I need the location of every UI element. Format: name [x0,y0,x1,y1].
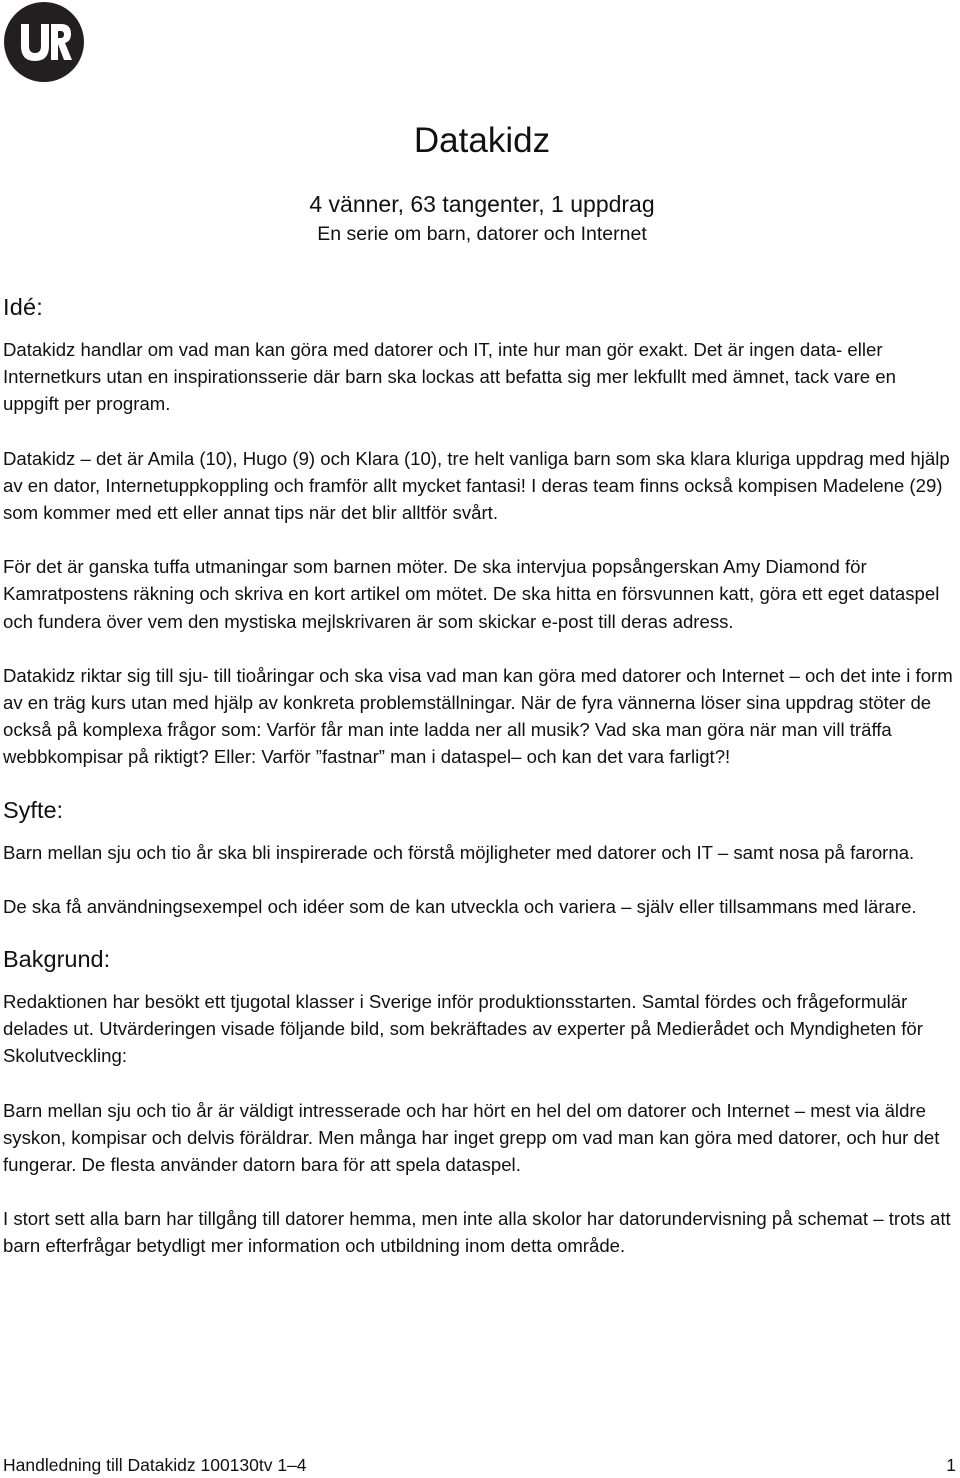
footer-page-number: 1 [946,1455,956,1475]
purpose-paragraph: Barn mellan sju och tio år ska bli inspirerade och förstå möjligheter med datorer och IT – samt nosa på farorna. [3,841,915,863]
idea-paragraph: Datakidz – det är Amila (10), Hugo (9) och Klara (10), tre helt vanliga barn som ska klara kluriga uppdrag med hjälp av en dator, Internetuppkoppling och framför allt mycket fantasi! I deras team finns också kompisen Madelene (29) som kommer med ett eller annat tips när det blir alltför svårt. [3,447,950,524]
document-body [3,290,955,1260]
footer-document-label: Handledning till Datakidz 100130tv 1–4 [3,1455,307,1475]
document-tagline: En serie om barn, datorer och Internet [317,223,647,245]
ur-logo-mark [4,2,84,82]
document-subtitle: 4 vänner, 63 tangenter, 1 uppdrag [309,191,655,217]
section-heading-purpose: Syfte: [3,796,64,823]
idea-paragraph: Datakidz riktar sig till sju- till tioåringar och ska visa vad man kan göra med datorer och Internet – och det inte i form av en träg kurs utan med hjälp av konkreta problemställningar. När de fyra vännerna löser sina uppdrag stöter de också på komplexa frågor som: Varför får man inte ladda ner all musik? Vad ska man göra när man vill träffa webbkompisar på riktigt? Eller: Varför ”fastnar” man i dataspel– och kan det vara farligt?! [3,664,953,768]
background-paragraph: Redaktionen har besökt ett tjugotal klasser i Sverige inför produktionsstarten. Samtal fördes och frågeformulär delades ut. Utvärderingen visade följande bild, som bekräftades av experter på Medierådet och Myndigheten för Skolutveckling: [3,991,923,1067]
document-title: Datakidz [413,121,551,160]
ur-logo [4,2,84,82]
background-paragraph: Barn mellan sju och tio år är väldigt intresserade och har hört en hel del om datorer och Internet – mest via äldre syskon, kompisar och delvis föräldrar. Men många har inget grepp om vad man kan göra med datorer, och hur det fungerar. De flesta använder datorn bara för att spela dataspel. [3,1099,940,1176]
section-heading-background: Bakgrund: [3,946,111,973]
section-heading-idea: Idé: [3,294,43,320]
idea-paragraph: Datakidz handlar om vad man kan göra med datorer och IT, inte hur man gör exakt. Det är ingen data- eller Internetkurs utan en inspirationsserie där barn ska lockas att befatta sig mer lekfullt med ämnet, tack vare en uppgift per program. [3,339,896,415]
background-paragraph: I stort sett alla barn har tillgång till datorer hemma, men inte alla skolor har datorundervisning på schemat – trots att barn efterfrågar betydligt mer information och utbildning inom detta område. [3,1208,951,1257]
purpose-paragraph: De ska få användningsexempel och idéer som de kan utveckla och variera – själv eller tillsammans med lärare. [3,895,917,917]
idea-paragraph: För det är ganska tuffa utmaningar som barnen möter. De ska intervjua popsångerskan Amy Diamond för Kamratpostens räkning och skriva en kort artikel om mötet. De ska hitta en försvunnen katt, göra ett eget dataspel och fundera över vem den mystiska mejlskrivaren är som skickar e-post till deras adress. [3,556,940,632]
